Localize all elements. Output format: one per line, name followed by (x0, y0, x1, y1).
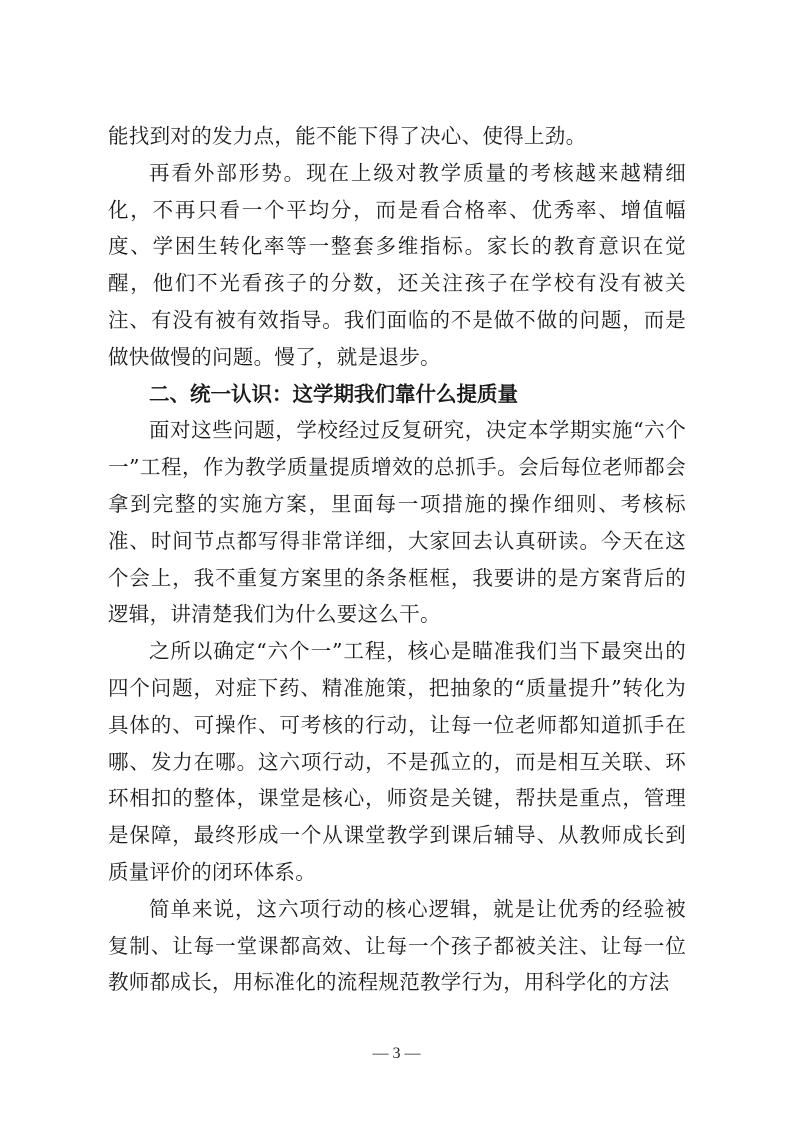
section-heading: 二、统一认识：这学期我们靠什么提质量 (149, 381, 518, 406)
document-body (108, 118, 686, 1001)
page-number: — 3 — (372, 1045, 421, 1062)
paragraph-continuation: 能找到对的发力点，能不能下得了决心、使得上劲。 (108, 124, 587, 148)
paragraph-six-ones-project: 面对这些问题，学校经过反复研究，决定本学期实施“六个一”工程，作为教学质量提质增效的总抓手。会后每位老师都会拿到完整的实施方案，里面每一项措施的操作细则、考核标准、时间节点都写得非常详细，大家回去认真研读。今天在这个会上，我不重复方案里的条条框框，我要讲的是方案背后的逻辑，讲清楚我们为什么要这么干。 (108, 418, 686, 627)
paragraph-core-logic: 简单来说，这六项行动的核心逻辑，就是让优秀的经验被复制、让每一堂课都高效、让每一个孩子都被关注、让每一位教师都成长，用标准化的流程规范教学行为，用科学化的方法 (108, 896, 686, 995)
paragraph-external-situation: 再看外部形势。现在上级对教学质量的考核越来越精细化，不再只看一个平均分，而是看合格率、优秀率、增值幅度、学困生转化率等一整套多维指标。家长的教育意识在觉醒，他们不光看孩子的分数，还关注孩子在学校有没有被关注、有没有被有效指导。我们面临的不是做不做的问题，而是做快做慢的问题。慢了，就是退步。 (108, 160, 686, 369)
paragraph-project-rationale: 之所以确定“六个一”工程，核心是瞄准我们当下最突出的四个问题，对症下药、精准施策，把抽象的“质量提升”转化为具体的、可操作、可考核的行动，让每一位老师都知道抓手在哪、发力在哪。这六项行动，不是孤立的，而是相互关联、环环相扣的整体，课堂是核心，师资是关键，帮扶是重点，管理是保障，最终形成一个从课堂教学到课后辅导、从教师成长到质量评价的闭环体系。 (108, 639, 686, 884)
